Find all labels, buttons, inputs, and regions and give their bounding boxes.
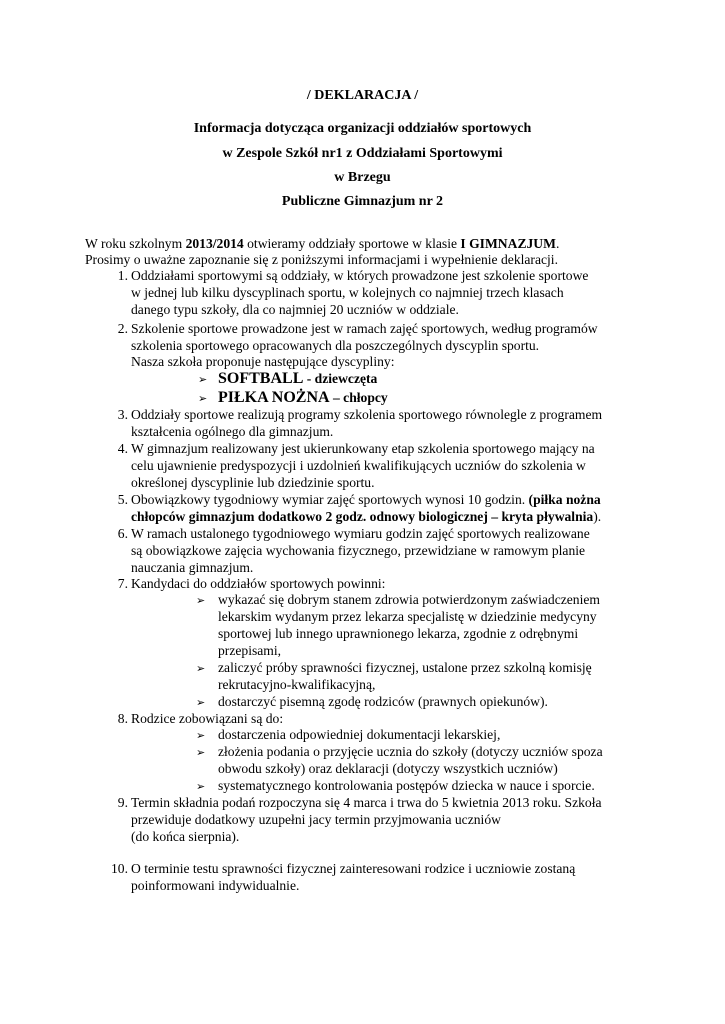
arrowhead-bullet-icon: ➢ — [198, 392, 208, 405]
item-line: są obowiązkowe zajęcia wychowania fizycznego, przewidziane w ramowym planie — [131, 543, 586, 558]
item-line: danego typu szkoły, dla co najmniej 20 uczniów w oddziale. — [131, 302, 459, 317]
item-number: 4. — [117, 441, 128, 456]
item-line — [131, 492, 601, 509]
bullet-line: rekrutacyjno-kwalifikacyjną, — [218, 677, 376, 692]
item-line: Rodzice zobowiązani są do: — [131, 711, 284, 726]
item-line: kształcenia ogólnego dla gimnazjum. — [131, 424, 334, 439]
page-title: / DEKLARACJA / — [306, 88, 419, 103]
item-line: celu ujawnienie predyspozycji i uzdolnień kwalifikujących uczniów do szkolenia w — [131, 458, 586, 473]
item-text: ). — [593, 509, 602, 524]
subtitle-line-4: Publiczne Gimnazjum nr 2 — [281, 194, 444, 209]
item-line: Kandydaci do oddziałów sportowych powinni: — [131, 576, 386, 591]
bullet-line: złożenia podania o przyjęcie ucznia do szkoły (dotyczy uczniów spoza — [218, 744, 603, 759]
item-line — [131, 509, 601, 526]
item-number: 8. — [117, 711, 128, 726]
discipline-name: PIŁKA NOŻNA — [218, 389, 330, 406]
item-line: Szkolenie sportowe prowadzone jest w ramach zajęć sportowych, według programów — [131, 321, 598, 336]
bullet-line: zaliczyć próby sprawności fizycznej, ustalone przez szkolną komisję — [218, 660, 592, 675]
arrowhead-bullet-icon: ➢ — [196, 729, 206, 742]
bullet-line: lekarskim wydanym przez lekarza specjalistę w dziedzinie medycyny — [218, 609, 597, 624]
item-line: W ramach ustalonego tygodniowego wymiaru godzin zajęć sportowych realizowane — [131, 526, 590, 541]
item-number: 6. — [117, 526, 128, 541]
intro-text-3: . — [555, 236, 560, 251]
item-number: 3. — [117, 407, 128, 422]
item-line: Oddziałami sportowymi są oddziały, w których prowadzone jest szkolenie sportowe — [131, 268, 589, 283]
arrowhead-bullet-icon: ➢ — [196, 696, 206, 709]
bullet-line: dostarczenia odpowiedniej dokumentacji lekarskiej, — [218, 727, 501, 742]
item-line: W gimnazjum realizowany jest ukierunkowany etap szkolenia sportowego mający na — [131, 441, 595, 456]
item-text-bold: (piłka nożna — [528, 492, 601, 507]
item-number: 7. — [117, 576, 128, 591]
subtitle-line-1: Informacja dotycząca organizacji oddziałów sportowych — [193, 121, 532, 136]
item-number: 1. — [117, 268, 128, 283]
item-line: w jednej lub kilku dyscyplinach sportu, w kolejnych co najmniej trzech klasach — [131, 285, 564, 300]
intro-text-2: otwieramy oddziały sportowe w klasie — [243, 236, 461, 251]
arrowhead-bullet-icon: ➢ — [198, 373, 208, 386]
item-line: Termin składnia podań rozpoczyna się 4 marca i trwa do 5 kwietnia 2013 roku. Szkoła — [131, 795, 602, 810]
bullet-line: obwodu szkoły) oraz deklaracji (dotyczy wszystkich uczniów) — [218, 761, 558, 776]
class-name: I GIMNAZJUM — [460, 236, 556, 251]
bullet-line: systematycznego kontrolowania postępów dziecka w nauce i sporcie. — [218, 778, 595, 793]
item-line: (do końca sierpnia). — [131, 829, 240, 844]
subtitle-line-3: w Brzegu — [334, 170, 391, 185]
item-number: 2. — [117, 321, 128, 336]
item-number: 9. — [117, 795, 128, 810]
item-line: Oddziały sportowe realizują programy szkolenia sportowego równolegle z programem — [131, 407, 603, 422]
arrowhead-bullet-icon: ➢ — [196, 746, 206, 759]
discipline-group: – chłopcy — [329, 390, 388, 405]
bullet-line: przepisami, — [218, 643, 282, 658]
item-line: szkolenia sportowego opracowanych dla poszczególnych dyscyplin sportu. — [131, 338, 540, 353]
arrowhead-bullet-icon: ➢ — [196, 780, 206, 793]
item-line: określonej dyscyplinie lub dziedzinie sportu. — [131, 475, 375, 490]
intro-paragraph-1 — [85, 236, 645, 253]
item-line: O terminie testu sprawności fizycznej zainteresowani rodzice i uczniowie zostaną — [131, 861, 576, 876]
item-text-bold: chłopców gimnazjum dodatkowo 2 godz. odnowy biologicznej – kryta pływalnia — [131, 509, 594, 524]
item-text: Obowiązkowy tygodniowy wymiar zajęć sportowych wynosi 10 godzin. — [131, 492, 529, 507]
arrowhead-bullet-icon: ➢ — [196, 662, 206, 675]
bullet-line: sportowej lub innego uprawnionego lekarza, zgodnie z odrębnymi — [218, 626, 579, 641]
subtitle-line-2: w Zespole Szkół nr1 z Oddziałami Sportowymi — [222, 146, 503, 161]
item-number: 10. — [111, 861, 128, 876]
item-line: Nasza szkoła proponuje następujące dyscypliny: — [131, 354, 395, 369]
item-number: 5. — [117, 492, 128, 507]
item-line: poinformowani indywidualnie. — [131, 878, 300, 893]
bullet-line: wykazać się dobrym stanem zdrowia potwierdzonym zaświadczeniem — [218, 592, 600, 607]
school-year: 2013/2014 — [185, 236, 244, 251]
bullet-line: dostarczyć pisemną zgodę rodziców (prawnych opiekunów). — [218, 694, 548, 709]
discipline-name: SOFTBALL — [218, 370, 304, 387]
item-line: nauczania gimnazjum. — [131, 560, 254, 575]
arrowhead-bullet-icon: ➢ — [196, 594, 206, 607]
item-line: przewiduje dodatkowy uzupełni jacy termin przyjmowania uczniów — [131, 812, 501, 827]
discipline-group: - dziewczęta — [303, 371, 378, 386]
intro-paragraph-2: Prosimy o uważne zapoznanie się z poniższymi informacjami i wypełnienie deklaracji. — [85, 252, 558, 267]
intro-text: W roku szkolnym — [85, 236, 186, 251]
